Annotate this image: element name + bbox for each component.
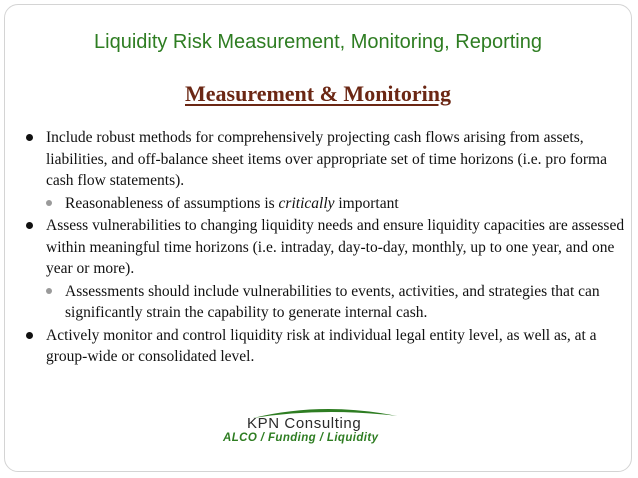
sub-bullet-text: Assessments should include vulnerabilities to events, activities, and strategies that can significantly strain the capability to generate internal cash.	[65, 282, 600, 321]
section-heading: Measurement & Monitoring	[185, 81, 451, 106]
bullet-icon	[26, 134, 33, 141]
logo-name: KPN Consulting	[247, 415, 362, 432]
slide	[4, 4, 632, 472]
sub-bullet-item	[25, 193, 629, 215]
bullet-item	[25, 325, 629, 368]
sub-bullet-emphasis: critically	[278, 194, 335, 212]
slide-title: Liquidity Risk Measurement, Monitoring, Reporting	[94, 31, 542, 53]
sub-bullet-text-end: important	[334, 194, 399, 212]
sub-bullet-item	[25, 281, 629, 324]
company-logo	[219, 403, 431, 451]
logo-tagline: ALCO / Funding / Liquidity	[223, 432, 379, 444]
sub-bullet-icon	[46, 200, 52, 206]
bullet-list	[25, 127, 629, 368]
bullet-item	[25, 127, 629, 192]
sub-bullet-text-start: Reasonableness of assumptions is	[65, 194, 279, 212]
bullet-text: Actively monitor and control liquidity risk at individual legal entity level, as well as, at a group-wide or consolidated level.	[46, 326, 597, 365]
bullet-text: Include robust methods for comprehensively projecting cash flows arising from assets, liabilities, and off-balance sheet items over appropriate set of time horizons (i.e. pro forma cash flow statements).	[46, 129, 607, 189]
bullet-text: Assess vulnerabilities to changing liquidity needs and ensure liquidity capacities are assessed within meaningful time horizons (i.e. intraday, day-to-day, monthly, up to one year, and one year or more).	[46, 217, 625, 277]
sub-bullet-icon	[46, 288, 52, 294]
bullet-item	[25, 215, 629, 280]
bullet-icon	[26, 332, 33, 339]
bullet-icon	[26, 222, 33, 229]
